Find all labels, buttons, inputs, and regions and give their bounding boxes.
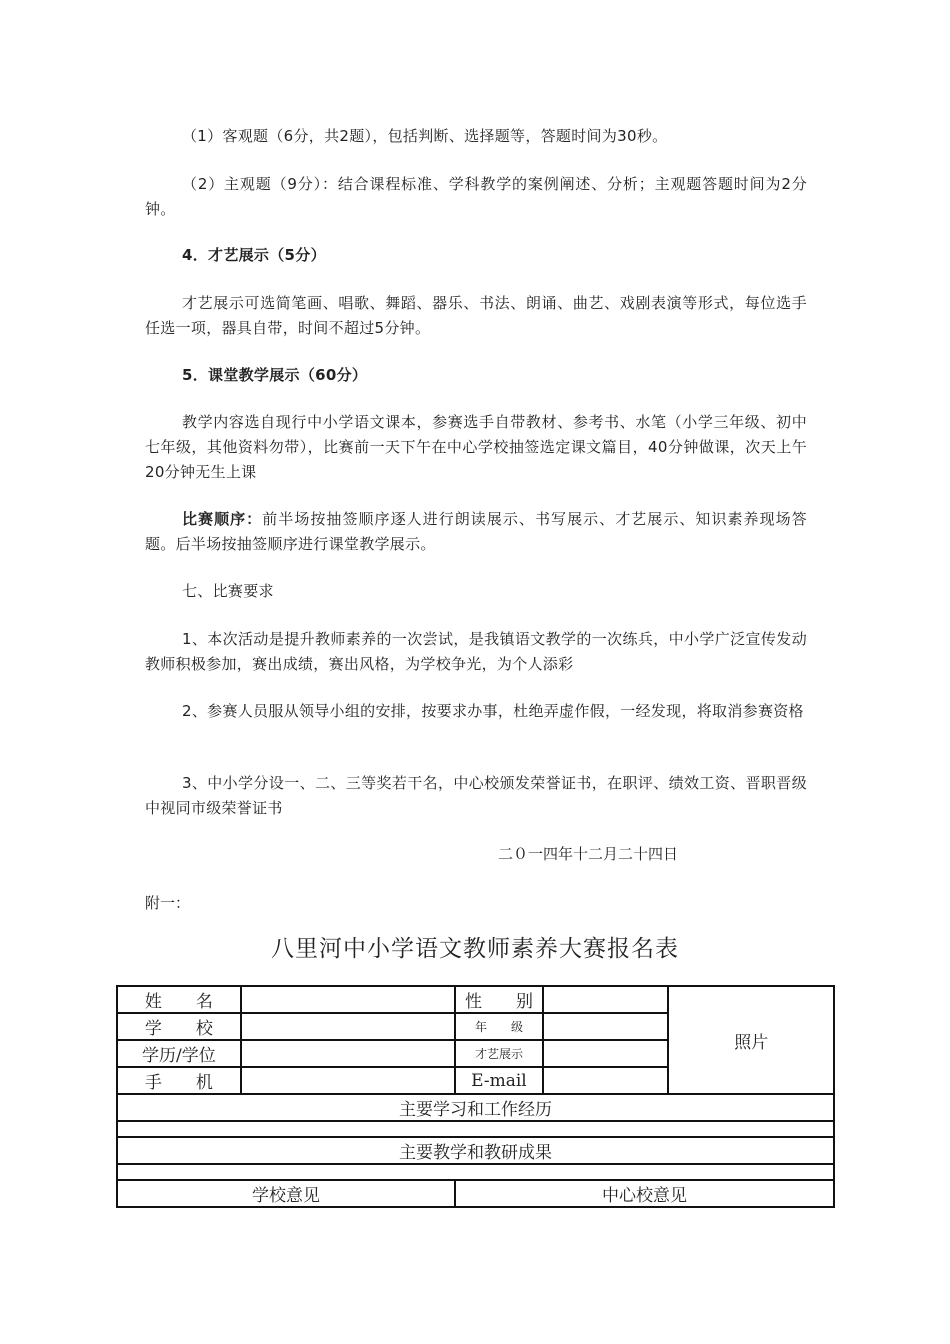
email-label: E-mail xyxy=(455,1067,543,1094)
document-date: 二０一四年十二月二十四日 xyxy=(498,845,679,863)
center-opinion-header: 中心校意见 xyxy=(455,1180,834,1207)
achievements-field[interactable] xyxy=(117,1164,834,1180)
grade-label: 年 级 xyxy=(455,1013,543,1040)
paragraph-subjective-questions: （2）主观题（9分）：结合课程标准、学科教学的案例阐述、分析；主观题答题时间为2分钟。 xyxy=(145,175,807,218)
education-field[interactable] xyxy=(241,1040,455,1067)
talent-label: 才艺展示 xyxy=(455,1040,543,1067)
paragraph-requirement-1: 1、本次活动是提升教师素养的一次尝试，是我镇语文教学的一次练兵，中小学广泛宣传发动教师积极参加，赛出成绩，赛出风格，为学校争光，为个人添彩 xyxy=(145,630,807,673)
email-field[interactable] xyxy=(543,1067,669,1094)
education-label: 学历/学位 xyxy=(117,1040,241,1067)
paragraph-requirement-2: 2、参赛人员服从领导小组的安排，按要求办事，杜绝弄虚作假，一经发现，将取消参赛资格 xyxy=(182,702,804,720)
phone-label: 手 机 xyxy=(117,1067,241,1094)
gender-field[interactable] xyxy=(543,986,669,1013)
paragraph-requirement-3: 3、中小学分设一、二、三等奖若干名，中心校颁发荣誉证书，在职评、绩效工资、晋职晋级中视同市级荣誉证书 xyxy=(145,774,807,817)
school-opinion-header: 学校意见 xyxy=(117,1180,455,1207)
name-label: 姓 名 xyxy=(117,986,241,1013)
heading-requirements: 七、比赛要求 xyxy=(182,582,274,600)
form-title: 八里河中小学语文教师素养大赛报名表 xyxy=(271,936,679,962)
phone-field[interactable] xyxy=(241,1067,455,1094)
attachment-label: 附一： xyxy=(145,894,191,912)
competition-order-text: 前半场按抽签顺序逐人进行朗读展示、书写展示、才艺展示、知识素养现场答题。后半场按抽签顺序进行课堂教学展示。 xyxy=(145,510,807,553)
name-field[interactable] xyxy=(241,986,455,1013)
school-label: 学 校 xyxy=(117,1013,241,1040)
paragraph-competition-order xyxy=(145,507,807,557)
grade-field[interactable] xyxy=(543,1013,669,1040)
paragraph-classroom-teaching: 教学内容选自现行中小学语文课本，参赛选手自带教材、参考书、水笔（小学三年级、初中七年级，其他资料勿带），比赛前一天下午在中心学校抽签选定课文篇目，40分钟做课，次天上午20分钟无生上课 xyxy=(145,413,807,481)
experience-header: 主要学习和工作经历 xyxy=(117,1094,834,1121)
gender-label: 性 别 xyxy=(455,986,543,1013)
registration-form-table xyxy=(116,985,835,1208)
paragraph-objective-questions: （1）客观题（6分，共2题），包括判断、选择题等，答题时间为30秒。 xyxy=(182,127,668,145)
paragraph-talent-show: 才艺展示可选简笔画、唱歌、舞蹈、器乐、书法、朗诵、曲艺、戏剧表演等形式，每位选手任选一项，器具自带，时间不超过5分钟。 xyxy=(145,294,807,337)
talent-field[interactable] xyxy=(543,1040,669,1067)
competition-order-label: 比赛顺序： xyxy=(182,510,263,528)
heading-classroom-teaching: 5．课堂教学展示（60分） xyxy=(182,366,368,384)
heading-talent-show: 4．才艺展示（5分） xyxy=(182,246,326,264)
experience-field[interactable] xyxy=(117,1121,834,1137)
school-field[interactable] xyxy=(241,1013,455,1040)
achievements-header: 主要教学和教研成果 xyxy=(117,1137,834,1164)
photo-box[interactable]: 照片 xyxy=(668,986,834,1094)
